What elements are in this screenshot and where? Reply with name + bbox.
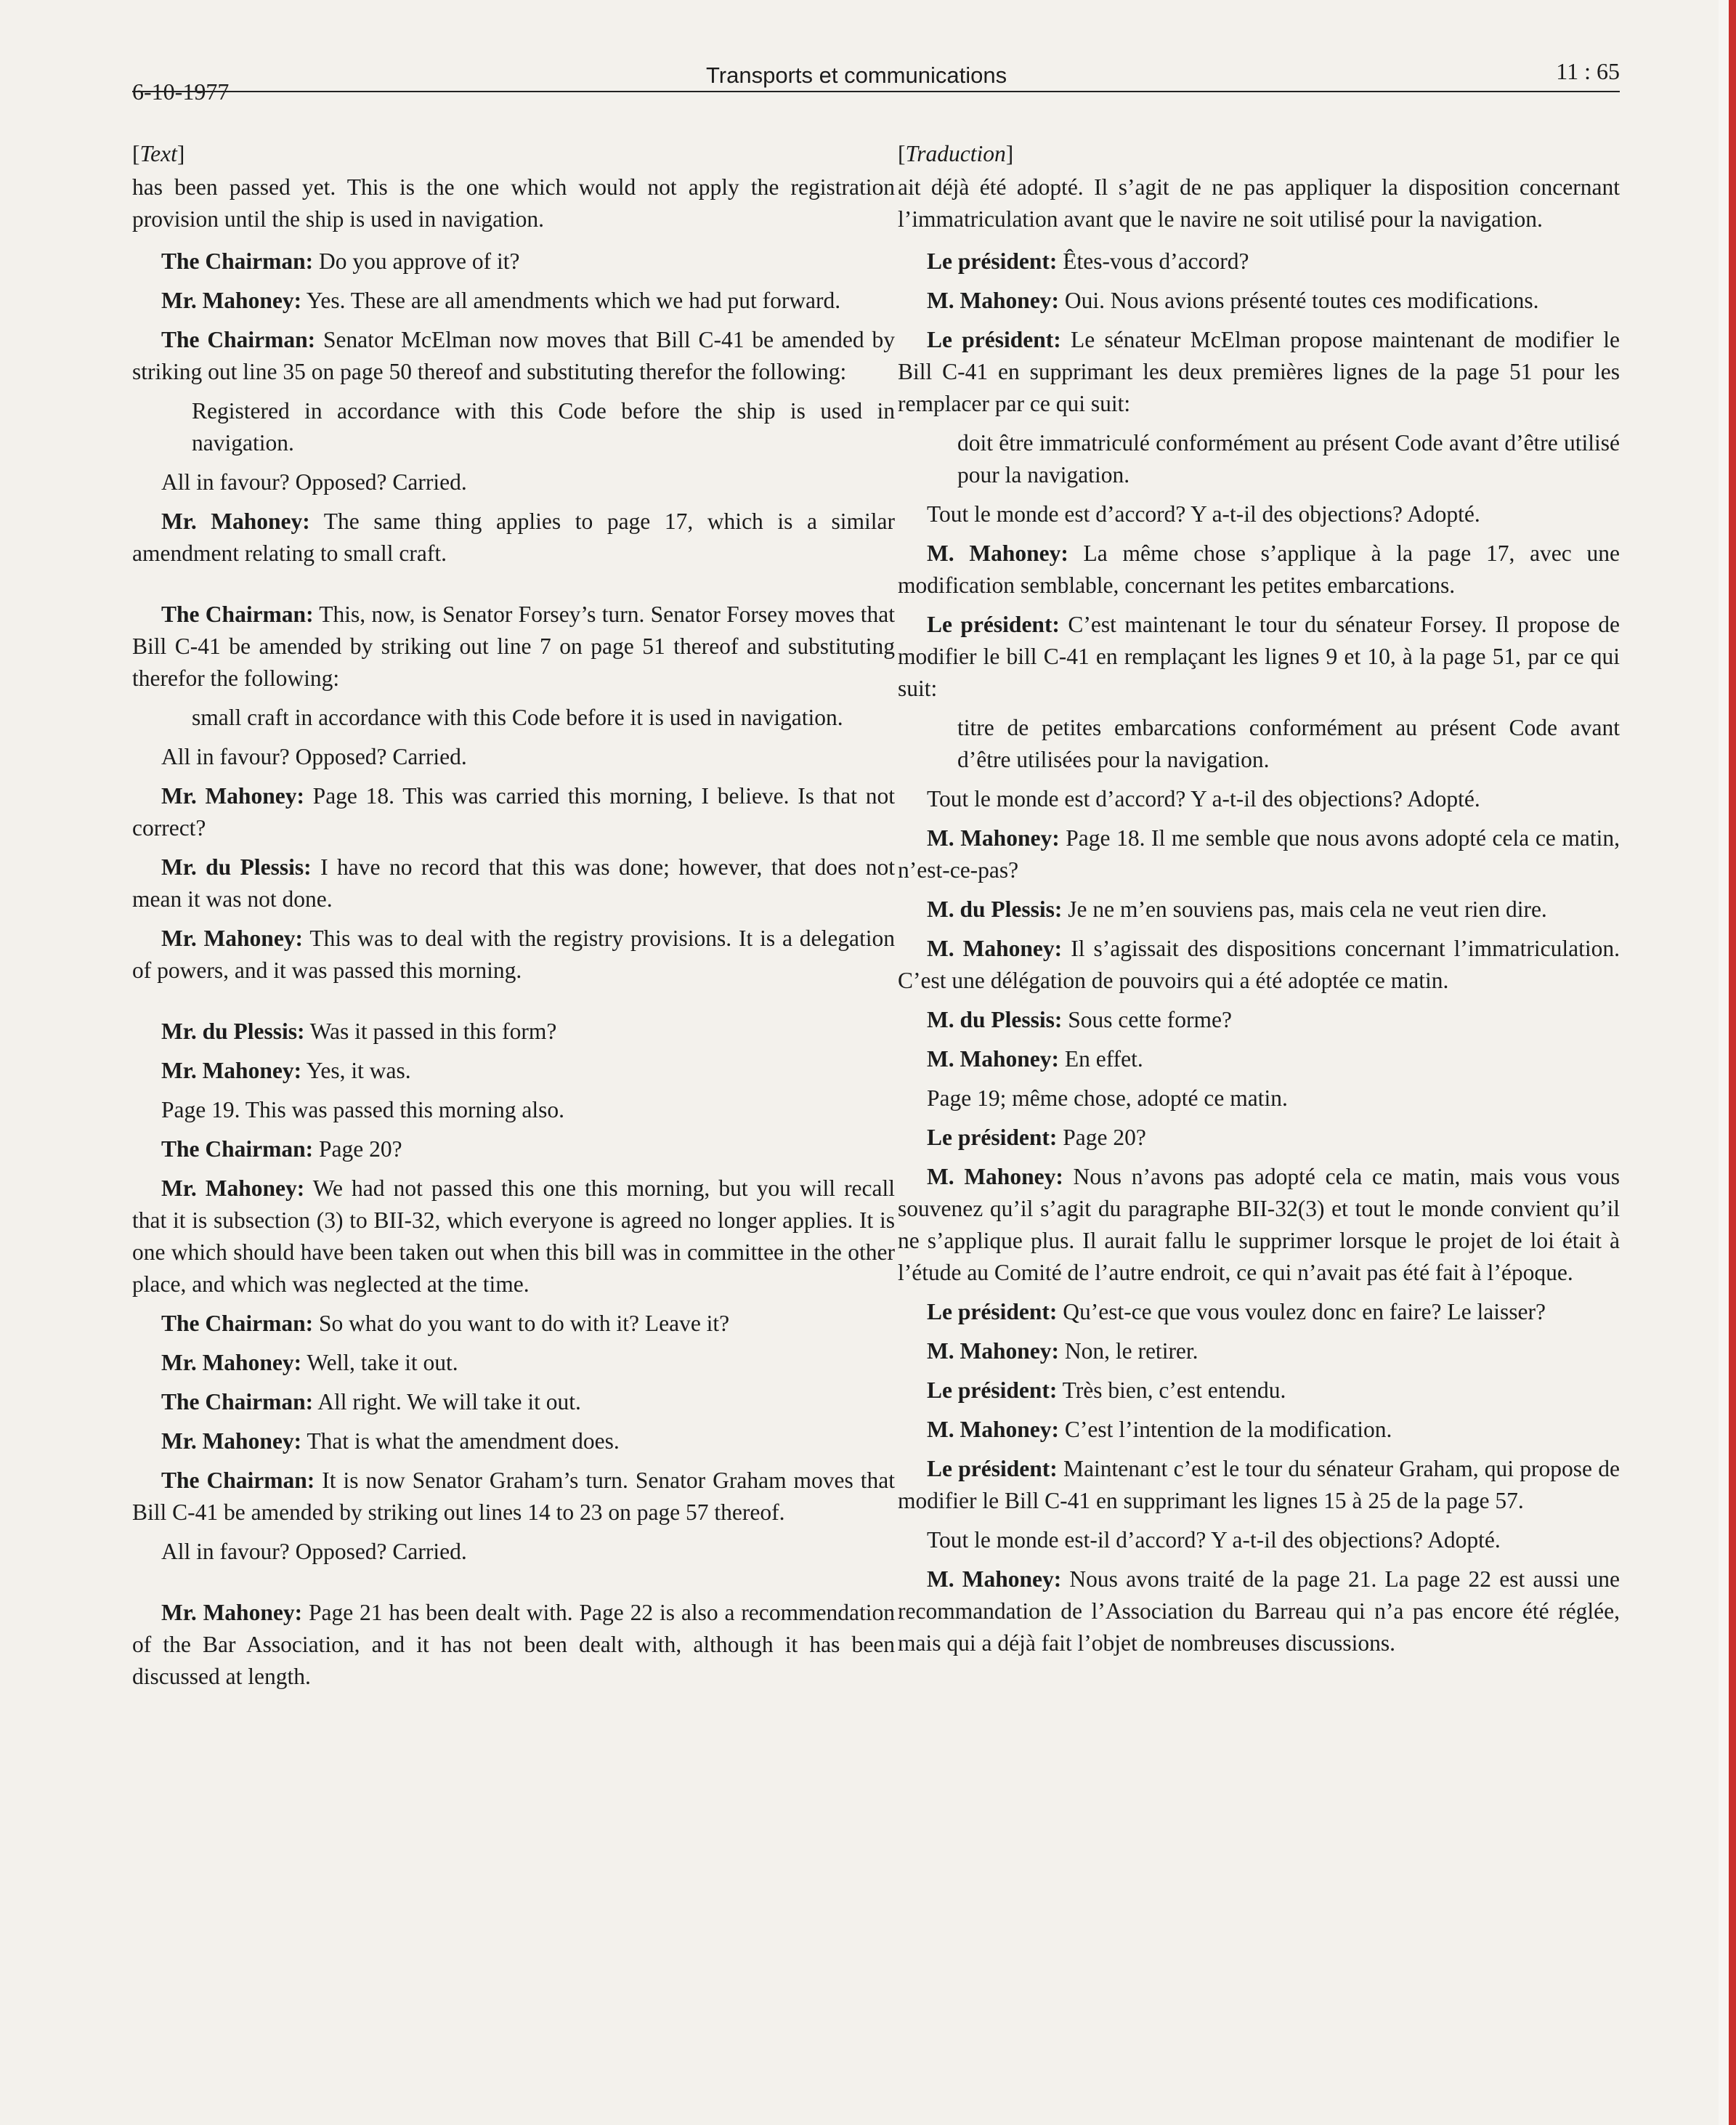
paragraph: Page 19. This was passed this morning also. <box>161 1097 565 1122</box>
speaker-name: The Chairman: <box>161 1311 314 1336</box>
paragraph: Tout le monde est d’accord? Y a-t-il des objections? Adopté. <box>927 786 1480 811</box>
paragraph: Mr. Mahoney: We had not passed this one this morning, but you will recall that it is subsection (3) to BII-32, which everyone is agreed no longer applies. It is one which should have been taken out when this bill was in committee in the other place, and which was neglected at the time. <box>132 1175 896 1297</box>
speaker-name: M. du Plessis: <box>927 1007 1063 1032</box>
paragraph: The Chairman: It is now Senator Graham’s turn. Senator Graham moves that Bill C-41 be amended by striking out lines 14 to 23 on page 57 thereof. <box>132 1468 896 1525</box>
speaker-name: Mr. du Plessis: <box>161 854 312 880</box>
speaker-name: Mr. Mahoney: <box>161 1428 302 1454</box>
paragraph: M. Mahoney: Oui. Nous avions présenté toutes ces modifications. <box>927 288 1539 313</box>
speaker-name: M. Mahoney: <box>927 1338 1059 1364</box>
speaker-name: M. Mahoney: <box>927 541 1068 566</box>
speaker-name: Le président: <box>927 1125 1058 1150</box>
paragraph: M. Mahoney: La même chose s’applique à la page 17, avec une modification semblable, concernant les petites embarcations. <box>898 541 1620 598</box>
speaker-name: Le président: <box>927 248 1058 274</box>
paragraph: Mr. Mahoney: Well, take it out. <box>161 1350 458 1375</box>
paragraph: The Chairman: All right. We will take it out. <box>161 1389 581 1414</box>
speaker-name: Le président: <box>927 612 1060 637</box>
paragraph: Mr. du Plessis: I have no record that this was done; however, that does not mean it was not done. <box>132 854 895 912</box>
quoted-amendment: small craft in accordance with this Code before it is used in navigation. <box>192 705 843 730</box>
paragraph: M. Mahoney: C’est l’intention de la modification. <box>927 1417 1392 1442</box>
paragraph: M. Mahoney: Nous n’avons pas adopté cela ce matin, mais vous vous souvenez qu’il s’agit du paragraphe BII-32(3) et tout le monde convient qu’il ne s’applique plus. Il aurait fallu le supprimer lorsque le projet de loi était à l’étude au Comité de l’autre endroit, ce qui n’avait pas été fait à l’époque. <box>898 1164 1620 1285</box>
paragraph: Mr. Mahoney: That is what the amendment does. <box>161 1428 620 1454</box>
speaker-name: M. Mahoney: <box>927 1164 1063 1189</box>
paragraph: The Chairman: So what do you want to do with it? Leave it? <box>161 1311 730 1336</box>
speaker-name: The Chairman: <box>161 327 316 352</box>
speaker-name: M. Mahoney: <box>927 825 1060 851</box>
speaker-name: Mr. du Plessis: <box>161 1019 305 1044</box>
paragraph: Mr. Mahoney: Page 21 has been dealt with. Page 22 is also a recommendation of the Bar Association, and it has not been dealt with, although it has been discussed at length. <box>132 1600 895 1689</box>
speaker-name: The Chairman: <box>161 1136 314 1162</box>
speaker-name: The Chairman: <box>161 248 314 274</box>
speaker-name: The Chairman: <box>161 1389 314 1414</box>
speaker-name: M. Mahoney: <box>927 1046 1059 1072</box>
paragraph: Le président: Le sénateur McElman propose maintenant de modifier le Bill C-41 en supprimant les deux premières lignes de la page 51 pour les remplacer par ce qui suit: <box>898 327 1620 416</box>
paragraph: Mr. Mahoney: The same thing applies to page 17, which is a similar amendment relating to small craft. <box>132 509 895 566</box>
paragraph: The Chairman: Do you approve of it? <box>161 248 520 274</box>
paragraph: Mr. Mahoney: Yes, it was. <box>161 1058 411 1083</box>
quoted-amendment: titre de petites embarcations conformément au présent Code avant d’être utilisées pour la navigation. <box>957 715 1620 772</box>
speaker-name: Mr. Mahoney: <box>161 926 304 951</box>
speaker-name: M. du Plessis: <box>927 896 1063 922</box>
speaker-name: Mr. Mahoney: <box>161 1350 302 1375</box>
paragraph: Le président: C’est maintenant le tour du sénateur Forsey. Il propose de modifier le bill C-41 en remplaçant les lignes 9 et 10, à la page 51, par ce qui suit: <box>898 612 1621 701</box>
page-binding-stripe <box>1729 0 1736 2125</box>
speaker-name: Le président: <box>927 1456 1058 1481</box>
paragraph: All in favour? Opposed? Carried. <box>161 744 467 769</box>
language-tag-text: [Text] <box>132 141 185 166</box>
speaker-name: Le président: <box>927 1377 1058 1403</box>
speaker-name: Le président: <box>927 327 1061 352</box>
paragraph: All in favour? Opposed? Carried. <box>161 469 467 495</box>
paragraph: Le président: Êtes-vous d’accord? <box>927 248 1249 274</box>
paragraph: All in favour? Opposed? Carried. <box>161 1539 467 1564</box>
english-column <box>132 138 895 1700</box>
speaker-name: Le président: <box>927 1299 1058 1324</box>
paragraph: M. Mahoney: Il s’agissait des dispositions concernant l’immatriculation. C’est une délégation de pouvoirs qui a été adoptée ce matin. <box>898 936 1620 993</box>
paragraph: Tout le monde est d’accord? Y a-t-il des objections? Adopté. <box>927 501 1480 527</box>
paragraph: Tout le monde est-il d’accord? Y a-t-il des objections? Adopté. <box>927 1527 1501 1553</box>
paragraph: has been passed yet. This is the one which would not apply the registration provision until the ship is used in navigation. <box>132 174 895 232</box>
french-column <box>898 138 1620 1667</box>
speaker-name: The Chairman: <box>161 1468 315 1493</box>
paragraph: Le président: Maintenant c’est le tour du sénateur Graham, qui propose de modifier le Bill C-41 en supprimant les lignes 15 à 25 de la page 57. <box>898 1456 1620 1513</box>
paragraph: The Chairman: This, now, is Senator Forsey’s turn. Senator Forsey moves that Bill C-41 be amended by striking out line 7 on page 51 thereof and substituting therefor the following: <box>132 602 895 691</box>
paragraph: Mr. Mahoney: This was to deal with the registry provisions. It is a delegation of powers, and it was passed this morning. <box>132 926 895 983</box>
speaker-name: Mr. Mahoney: <box>161 783 304 809</box>
speaker-name: Mr. Mahoney: <box>161 1058 302 1083</box>
speaker-name: M. Mahoney: <box>927 936 1063 961</box>
paragraph: Mr. du Plessis: Was it passed in this form? <box>161 1019 557 1044</box>
language-tag-traduction: [Traduction] <box>898 141 1014 166</box>
paragraph: The Chairman: Page 20? <box>161 1136 402 1162</box>
quoted-amendment: Registered in accordance with this Code before the ship is used in navigation. <box>192 398 895 456</box>
paragraph: M. Mahoney: En effet. <box>927 1046 1143 1072</box>
page-binding-edge <box>1719 0 1729 2125</box>
paragraph: M. Mahoney: Nous avons traité de la page 21. La page 22 est aussi une recommandation de l’Association du Barreau qui n’a pas encore été réglée, mais qui a déjà fait l’objet de nombreuses discussions. <box>898 1566 1620 1656</box>
speaker-name: M. Mahoney: <box>927 288 1059 313</box>
speaker-name: Mr. Mahoney: <box>161 1175 305 1201</box>
header-date: 6-10-1977 <box>132 78 230 105</box>
paragraph: M. du Plessis: Sous cette forme? <box>927 1007 1232 1032</box>
speaker-name: M. Mahoney: <box>927 1566 1062 1592</box>
header-page-number: 11 : 65 <box>1556 58 1620 84</box>
speaker-name: Mr. Mahoney: <box>161 1600 303 1625</box>
paragraph: The Chairman: Senator McElman now moves that Bill C-41 be amended by striking out line 35 on page 50 thereof and substituting therefor the following: <box>132 327 896 384</box>
paragraph: Page 19; même chose, adopté ce matin. <box>927 1085 1288 1111</box>
paragraph: M. Mahoney: Non, le retirer. <box>927 1338 1198 1364</box>
paragraph: Mr. Mahoney: Page 18. This was carried this morning, I believe. Is that not correct? <box>132 783 895 841</box>
speaker-name: Mr. Mahoney: <box>161 288 302 313</box>
paragraph: Le président: Qu’est-ce que vous voulez donc en faire? Le laisser? <box>927 1299 1546 1324</box>
speaker-name: The Chairman: <box>161 602 314 627</box>
paragraph: ait déjà été adopté. Il s’agit de ne pas appliquer la disposition concernant l’immatriculation avant que le navire ne soit utilisé pour la navigation. <box>898 174 1620 232</box>
speaker-name: M. Mahoney: <box>927 1417 1059 1442</box>
header-rule <box>132 91 1620 92</box>
page-header <box>132 58 1620 105</box>
paragraph: M. Mahoney: Page 18. Il me semble que nous avons adopté cela ce matin, n’est-ce-pas? <box>898 825 1620 883</box>
quoted-amendment: doit être immatriculé conformément au présent Code avant d’être utilisé pour la navigation. <box>957 430 1620 487</box>
header-title: Transports et communications <box>706 62 1007 88</box>
paragraph: Le président: Très bien, c’est entendu. <box>927 1377 1286 1403</box>
speaker-name: Mr. Mahoney: <box>161 509 310 534</box>
paragraph: Mr. Mahoney: Yes. These are all amendments which we had put forward. <box>161 288 841 313</box>
paragraph: M. du Plessis: Je ne m’en souviens pas, mais cela ne veut rien dire. <box>927 896 1547 922</box>
paragraph: Le président: Page 20? <box>927 1125 1146 1150</box>
